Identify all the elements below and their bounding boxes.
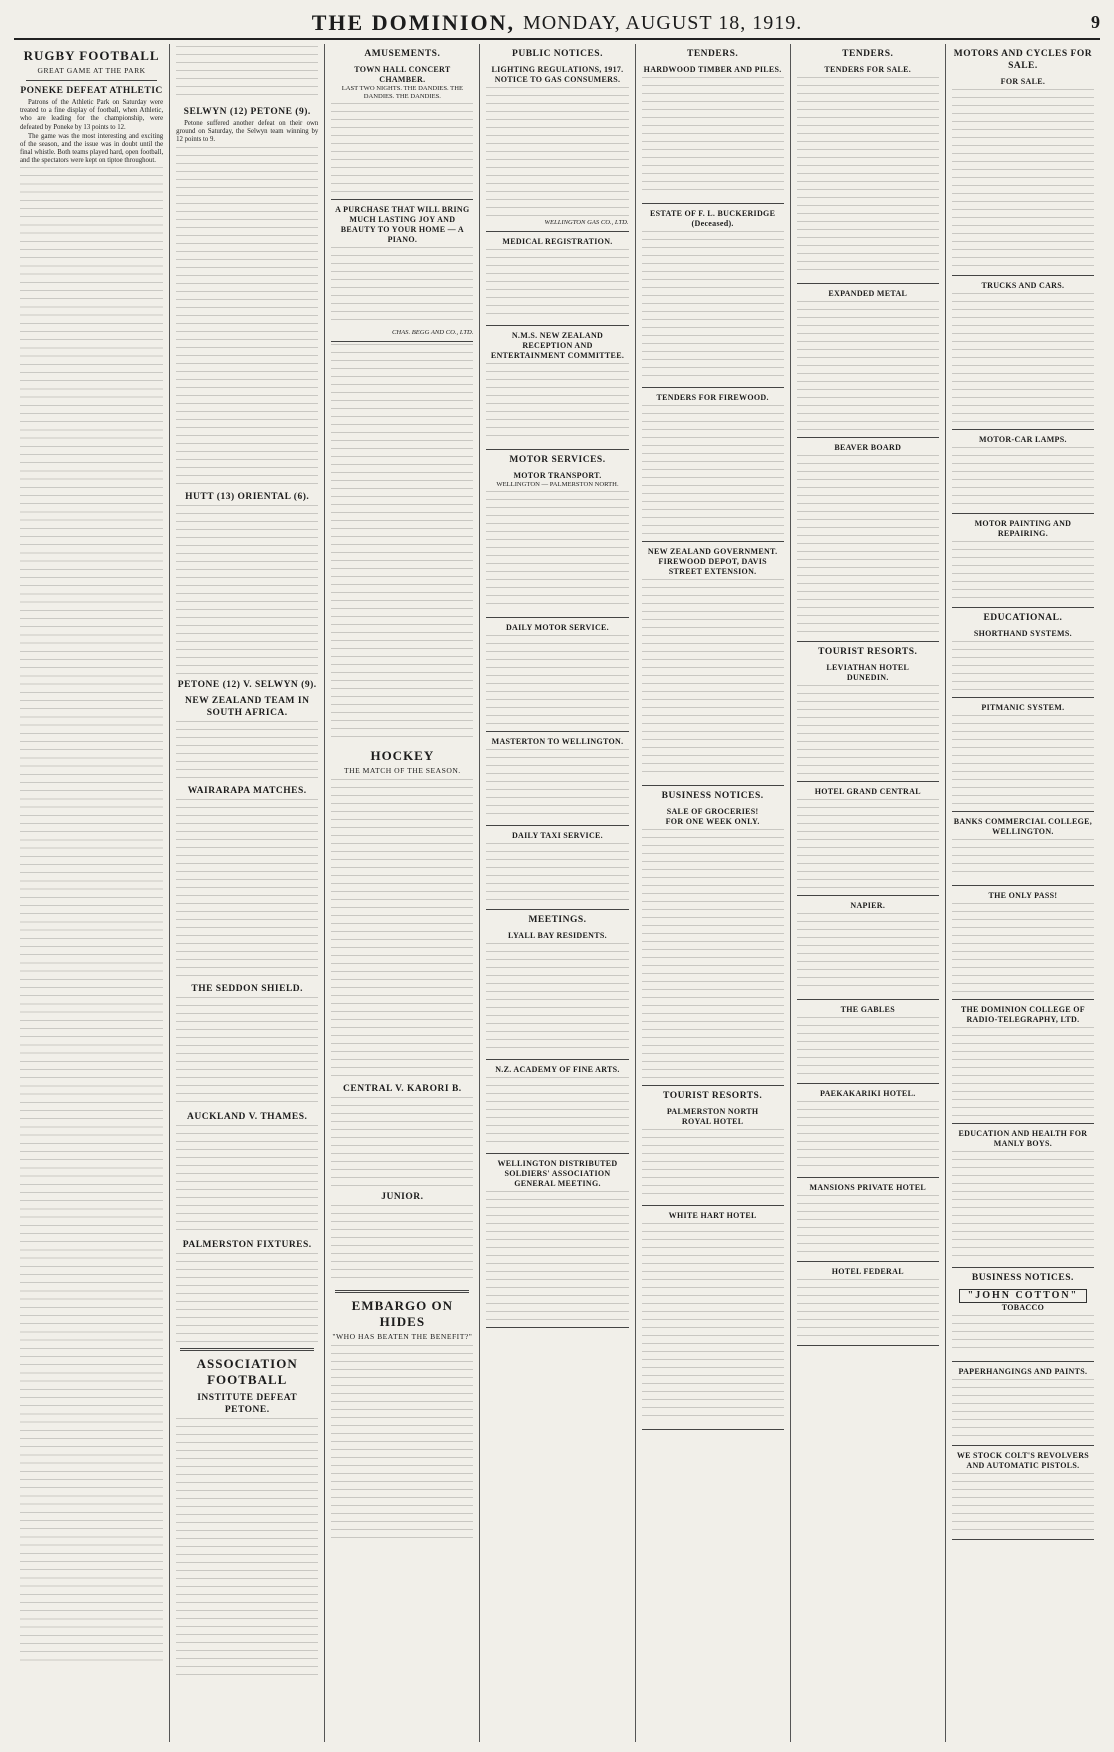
advertisement (486, 468, 628, 618)
section-heading: EMBARGO ON HIDES (351, 1298, 454, 1329)
ad-title: TRUCKS AND CARS. (981, 281, 1065, 290)
body-text (176, 46, 318, 102)
ad-text (486, 843, 628, 903)
section-heading: MEETINGS. (528, 915, 587, 925)
column-1 (14, 44, 169, 1742)
match-heading: JUNIOR. (381, 1192, 424, 1202)
advertisement (797, 62, 939, 284)
ad-subtitle: DUNEDIN. (846, 673, 889, 682)
columns (14, 44, 1100, 1742)
ad-title: EXPANDED METAL (828, 289, 908, 298)
advertisement (331, 202, 473, 342)
ad-title: THE GABLES (840, 1005, 895, 1014)
body-text (176, 799, 318, 979)
ad-title: PAEKAKARIKI HOTEL. (820, 1089, 916, 1098)
ad-text (797, 913, 939, 993)
column-7 (945, 44, 1100, 1742)
ad-title: TENDERS FOR FIREWOOD. (656, 393, 769, 402)
body-text (176, 1253, 318, 1343)
ad-title: LYALL BAY RESIDENTS. (508, 931, 607, 940)
ad-title: MEDICAL REGISTRATION. (502, 237, 613, 246)
ad-text (331, 103, 473, 193)
ad-text (797, 799, 939, 889)
ad-text (952, 293, 1094, 423)
ad-title: HOTEL GRAND CENTRAL (814, 787, 921, 796)
ad-title: BANKS COMMERCIAL COLLEGE, WELLINGTON. (953, 817, 1093, 836)
ad-text (642, 1129, 784, 1199)
ad-text (952, 541, 1094, 601)
match-heading: CENTRAL V. KARORI B. (343, 1084, 462, 1094)
ad-text (797, 1017, 939, 1077)
ad-title: MOTOR TRANSPORT. (513, 471, 602, 480)
match-heading: SELWYN (12) PETONE (9). (183, 107, 311, 117)
body-text (176, 505, 318, 675)
ad-text (952, 89, 1094, 269)
advertisement (642, 62, 784, 204)
body-text (331, 779, 473, 1079)
section-heading: HOCKEY (370, 748, 435, 763)
advertisement (642, 390, 784, 542)
body-text (331, 344, 473, 744)
ad-title: LEVIATHAN HOTEL (826, 663, 910, 672)
ad-title: SHORTHAND SYSTEMS. (973, 629, 1072, 638)
column-3 (324, 44, 479, 1742)
ad-signature: WELLINGTON GAS CO., LTD. (544, 219, 629, 226)
section-heading: BUSINESS NOTICES. (971, 1273, 1074, 1283)
advertisement (797, 1002, 939, 1084)
ad-text (642, 77, 784, 197)
ad-text (797, 1195, 939, 1255)
ad-subtitle: TOBACCO (1001, 1303, 1045, 1313)
paragraph: Patrons of the Athletic Park on Saturday were treated to a fine display of football, when Athletic, who are leading for the championship, were defeated by Poneke by 13 points to 12. (20, 99, 164, 131)
body-text (331, 1345, 473, 1545)
section-heading: TENDERS. (842, 49, 894, 59)
body-text (331, 1097, 473, 1187)
body-text (176, 1418, 318, 1678)
ad-title: PAPERHANGINGS AND PAINTS. (958, 1367, 1088, 1377)
ad-title: WE STOCK COLT'S REVOLVERS AND AUTOMATIC PISTOLS. (956, 1451, 1090, 1471)
ad-text (952, 715, 1094, 805)
body-text (176, 147, 318, 487)
ad-text (797, 1279, 939, 1339)
ad-text (486, 249, 628, 319)
advertisement (486, 620, 628, 732)
divider (26, 80, 157, 81)
body-text (176, 997, 318, 1107)
ad-text (952, 1315, 1094, 1355)
column-6 (790, 44, 945, 1742)
advertisement (642, 206, 784, 388)
advertisement (486, 828, 628, 910)
ad-text (486, 1191, 628, 1321)
column-2 (169, 44, 324, 1742)
ad-text (952, 1151, 1094, 1261)
ad-subtitle: NOTICE TO GAS CONSUMERS. (494, 75, 621, 84)
ad-subtitle: ROYAL HOTEL (681, 1117, 744, 1126)
ad-title: WELLINGTON DISTRIBUTED SOLDIERS' ASSOCIATION (497, 1159, 618, 1178)
ad-text (952, 1473, 1094, 1533)
ad-text (642, 405, 784, 535)
advertisement (486, 62, 628, 232)
story-title: PONEKE DEFEAT ATHLETIC (20, 86, 163, 96)
paragraph: The game was the most interesting and exciting of the season, and the issue was in doubt until the final whistle. Both teams played hard, open football, and the spectators were kept on tiptoe throughout. (20, 132, 164, 165)
newspaper-title: THE DOMINION, (311, 10, 515, 35)
advertisement (952, 888, 1094, 1000)
ad-text (486, 491, 628, 611)
ad-text (797, 301, 939, 431)
advertisement (952, 1286, 1094, 1362)
ad-title: "JOHN COTTON" (959, 1289, 1088, 1303)
advertisement (797, 1264, 939, 1346)
ad-title: PALMERSTON NORTH (666, 1107, 759, 1116)
advertisement (486, 928, 628, 1060)
ad-title: PITMANIC SYSTEM. (981, 703, 1065, 712)
advertisement (952, 1364, 1094, 1446)
ad-text (952, 839, 1094, 879)
advertisement (952, 74, 1094, 276)
ad-text (486, 635, 628, 725)
ad-title: N.M.S. NEW ZEALAND RECEPTION AND ENTERTAINMENT COMMITTEE. (490, 331, 625, 360)
ad-title: WHITE HART HOTEL (668, 1211, 757, 1220)
ad-text (952, 1379, 1094, 1439)
ad-title: MANSIONS PRIVATE HOTEL (809, 1183, 927, 1192)
section-heading: MOTOR SERVICES. (509, 455, 606, 465)
advertisement (642, 544, 784, 786)
section-heading: TOURIST RESORTS. (818, 647, 918, 657)
ad-text (952, 641, 1094, 691)
ad-text (642, 579, 784, 779)
issue-date: MONDAY, AUGUST 18, 1919. (523, 11, 803, 34)
body-text (20, 167, 163, 1667)
ad-body: WELLINGTON — PALMERSTON NORTH. (496, 481, 619, 488)
ad-text (486, 943, 628, 1053)
ad-text (952, 903, 1094, 993)
section-heading: PUBLIC NOTICES. (512, 49, 603, 59)
advertisement (952, 626, 1094, 698)
advertisement (952, 278, 1094, 430)
ad-text (331, 247, 473, 327)
match-heading: PETONE (12) V. SELWYN (9). (177, 679, 317, 690)
column-4 (479, 44, 634, 1742)
ad-text (797, 77, 939, 277)
section-heading: AMUSEMENTS. (364, 49, 441, 59)
advertisement (331, 62, 473, 200)
section-heading: ASSOCIATION FOOTBALL (196, 1355, 298, 1387)
advertisement (797, 784, 939, 896)
ad-title: NAPIER. (850, 901, 886, 910)
match-heading: NEW ZEALAND TEAM IN SOUTH AFRICA. (184, 695, 310, 718)
section-heading: TENDERS. (687, 49, 739, 59)
section-heading: MOTORS AND CYCLES FOR SALE. (953, 49, 1093, 71)
advertisement (797, 660, 939, 782)
section-heading: RUGBY FOOTBALL (23, 48, 160, 63)
ad-title: MOTOR PAINTING AND REPAIRING. (974, 519, 1072, 538)
advertisement (952, 700, 1094, 812)
advertisement (486, 1062, 628, 1154)
advertisement (952, 1448, 1094, 1540)
advertisement (797, 898, 939, 1000)
ad-text (486, 1077, 628, 1147)
subheading: THE MATCH OF THE SEASON. (344, 766, 461, 775)
ad-text (797, 685, 939, 775)
advertisement (952, 516, 1094, 608)
ad-text (797, 1101, 939, 1171)
advertisement (797, 440, 939, 642)
ad-title: N.Z. ACADEMY OF FINE ARTS. (495, 1065, 620, 1074)
match-heading: WAIRARAPA MATCHES. (187, 785, 307, 796)
advertisement (952, 1126, 1094, 1268)
ad-text (486, 749, 628, 819)
section-heading: EDUCATIONAL. (983, 613, 1063, 623)
ad-title: NEW ZEALAND GOVERNMENT. (647, 547, 778, 556)
match-heading: HUTT (13) ORIENTAL (6). (185, 491, 310, 502)
ad-subtitle: FOR ONE WEEK ONLY. (665, 817, 760, 826)
advertisement (642, 1104, 784, 1206)
ad-subtitle: FIREWOOD DEPOT, DAVIS STREET EXTENSION. (658, 557, 767, 576)
advertisement (952, 814, 1094, 886)
ad-text (797, 455, 939, 635)
ad-title: EDUCATION AND HEALTH FOR MANLY BOYS. (958, 1129, 1088, 1148)
subheading: GREAT GAME AT THE PARK (37, 66, 146, 75)
body-text (331, 1205, 473, 1285)
ad-text (642, 231, 784, 381)
ad-title: TENDERS FOR SALE. (824, 65, 912, 74)
ad-title: TOWN HALL CONCERT CHAMBER. (354, 65, 451, 84)
ad-subtitle: GENERAL MEETING. (514, 1179, 601, 1188)
ad-title: SALE OF GROCERIES! (666, 807, 759, 816)
advertisement (797, 286, 939, 438)
ad-title: THE DOMINION COLLEGE OF RADIO-TELEGRAPHY, LTD. (960, 1005, 1085, 1024)
subheading: "WHO HAS BEATEN THE BENEFIT?" (332, 1332, 473, 1341)
ad-title: HARDWOOD TIMBER AND PILES. (643, 65, 782, 74)
match-heading: THE SEDDON SHIELD. (191, 983, 304, 994)
ad-text (952, 1027, 1094, 1117)
ad-signature: CHAS. BEGG AND CO., LTD. (391, 329, 474, 336)
ad-title: THE ONLY PASS! (988, 891, 1058, 900)
ad-text (952, 447, 1094, 507)
ad-title: FOR SALE. (1000, 77, 1046, 86)
ad-body: LAST TWO NIGHTS. THE DANDIES. THE DANDIES. THE DANDIES. (341, 85, 463, 100)
ad-title: HOTEL FEDERAL (831, 1267, 904, 1276)
column-5 (635, 44, 790, 1742)
body-text (176, 721, 318, 781)
advertisement (486, 734, 628, 826)
ad-text (486, 87, 628, 217)
ad-text (642, 1223, 784, 1423)
advertisement (486, 328, 628, 450)
match-heading: PALMERSTON FIXTURES. (182, 1239, 312, 1250)
advertisement (952, 432, 1094, 514)
body-text (176, 1125, 318, 1235)
match-heading: AUCKLAND V. THAMES. (187, 1111, 308, 1122)
ad-text (642, 829, 784, 1079)
ad-title: LIGHTING REGULATIONS, 1917. (491, 65, 624, 74)
page-number: 9 (1091, 12, 1100, 32)
section-heading: BUSINESS NOTICES. (661, 791, 764, 801)
advertisement (642, 804, 784, 1086)
divider (180, 1348, 314, 1351)
ad-title: A PURCHASE THAT WILL BRING MUCH LASTING JOY AND BEAUTY TO YOUR HOME — A PIANO. (335, 205, 470, 244)
divider (335, 1290, 469, 1293)
ad-text (486, 363, 628, 443)
ad-title: DAILY MOTOR SERVICE. (505, 623, 609, 632)
advertisement (952, 1002, 1094, 1124)
ad-title: MASTERTON TO WELLINGTON. (491, 737, 624, 746)
section-heading: TOURIST RESORTS. (663, 1091, 763, 1101)
ad-title: ESTATE OF F. L. BUCKERIDGE (Deceased). (650, 209, 776, 228)
advertisement (797, 1086, 939, 1178)
ad-title: DAILY TAXI SERVICE. (511, 831, 603, 840)
paragraph: Petone suffered another defeat on their own ground on Saturday, the Selwyn team winning by 12 points to 9. (176, 120, 319, 144)
advertisement (486, 1156, 628, 1328)
match-heading: INSTITUTE DEFEAT PETONE. (197, 1392, 298, 1415)
advertisement (486, 234, 628, 326)
masthead (14, 8, 1100, 40)
advertisement (642, 1208, 784, 1430)
advertisement (797, 1180, 939, 1262)
ad-title: BEAVER BOARD (834, 443, 902, 452)
ad-title: MOTOR-CAR LAMPS. (979, 435, 1067, 444)
